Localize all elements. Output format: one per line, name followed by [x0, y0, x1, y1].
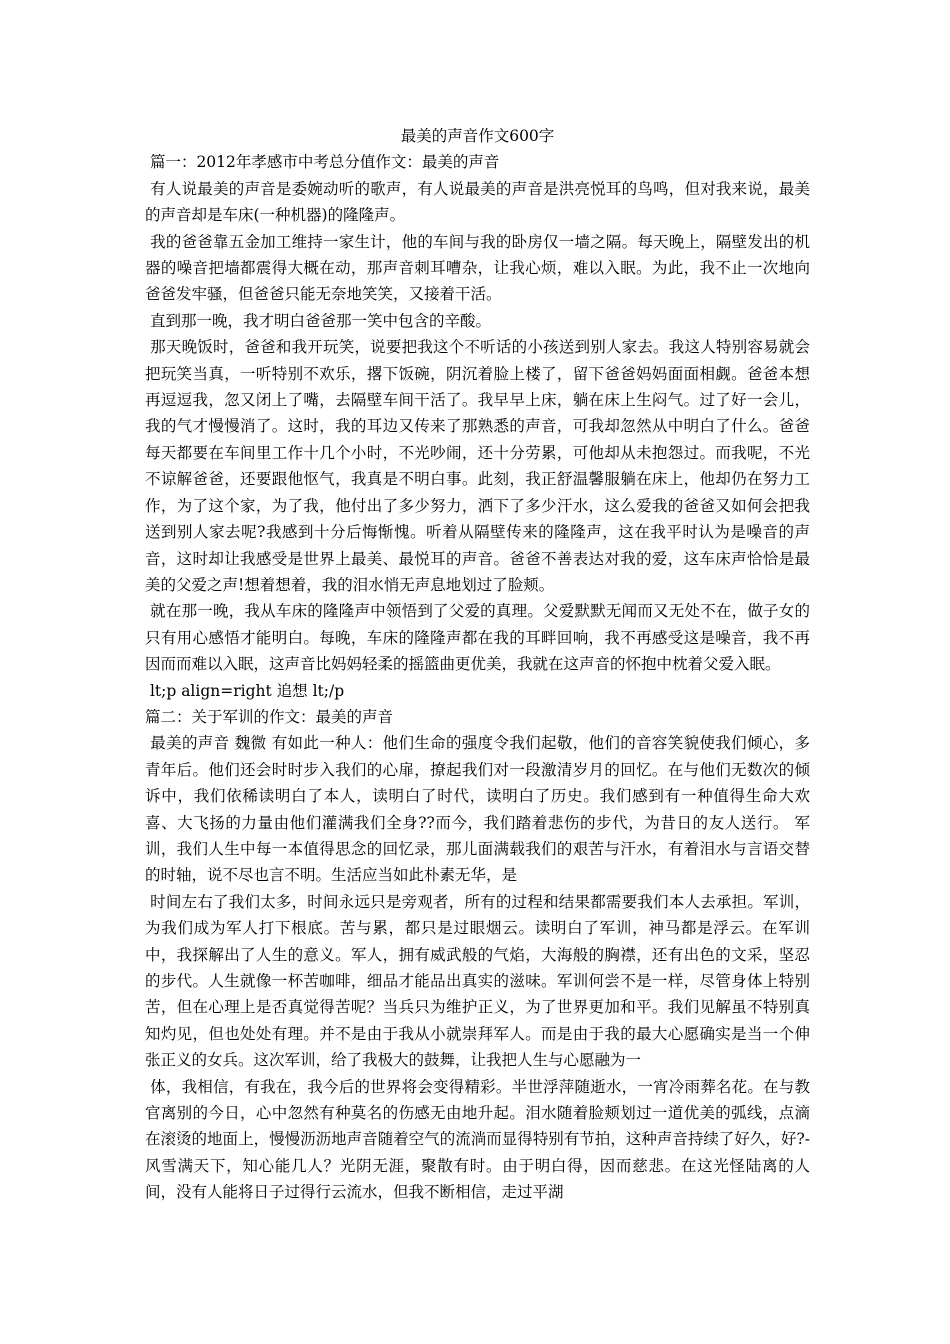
paragraph: 时间左右了我们太多，时间永远只是旁观者，所有的过程和结果都需要我们本人去承担。军训，为我们成为军人打下根底。苦与累，都只是过眼烟云。读明白了军训，神马都是浮云。在军训中，我探解出了人生的意义。军人，拥有威武般的气焰，大海般的胸襟，还有出色的文采，坚忍的步代。人生就像一杯苦咖啡，细品才能品出真实的滋味。军训何尝不是一样，尽管身体上特别苦，但在心理上是否真觉得苦呢？当兵只为维护正义，为了世界更加和平。我们见解虽不特别真知灼见，但也处处有理。并不是由于我从小就崇拜军人。而是由于我的最大心愿确实是当一个伸张正义的女兵。这次军训，给了我极大的鼓舞，让我把人生与心愿融为一: [145, 892, 810, 1070]
paragraph: 有人说最美的声音是委婉动听的歌声，有人说最美的声音是洪亮悦耳的鸟鸣，但对我来说，最美的声音却是车床(一种机器)的隆隆声。: [145, 179, 810, 225]
paragraph: 我的爸爸靠五金加工维持一家生计，他的车间与我的卧房仅一墙之隔。每天晚上，隔壁发出的机器的噪音把墙都震得大概在动，那声音刺耳嘈杂，让我心烦，难以入眠。为此，我不止一次地向爸爸发牢骚，但爸爸只能无奈地笑笑，又接着干活。: [145, 232, 810, 304]
paragraph-essay1-heading: 篇一：2012年孝感市中考总分值作文：最美的声音: [145, 153, 500, 172]
paragraph-markup-residue: lt;p align=right 追想 lt;/p: [145, 681, 345, 700]
paragraph: 那天晚饭时，爸爸和我开玩笑，说要把我这个不听话的小孩送到别人家去。我这人特别容易就会把玩笑当真，一听特别不欢乐，撂下饭碗，阴沉着脸上楼了，留下爸爸妈妈面面相觑。爸爸本想再逗逗我，忽又闭上了嘴，去隔壁车间干活了。我早早上床，躺在床上生闷气。过了好一会儿，我的气才慢慢消了。这时，我的耳边又传来了那熟悉的声音，可我却忽然从中明白了什么。爸爸每天都要在车间里工作十几个小时，不光吵闹，还十分劳累，可他却从未抱怨过。而我呢，不光不谅解爸爸，还要跟他怄气，我真是不明白事。此刻，我正舒温馨服躺在床上，他却仍在努力工作，为了这个家，为了我，他付出了多少努力，洒下了多少汗水，这么爱我的爸爸又如何会把我送到别人家去呢?我感到十分后悔惭愧。听着从隔壁传来的隆隆声，这在我平时认为是噪音的声音，这时却让我感受是世界上最美、最悦耳的声音。爸爸不善表达对我的爱，这车床声恰恰是最美的父爱之声!想着想着，我的泪水悄无声息地划过了脸颊。: [145, 338, 810, 594]
paragraph: 体，我相信，有我在，我今后的世界将会变得精彩。半世浮萍随逝水，一宵冷雨葬名花。在与教官离别的今日，心中忽然有种莫名的伤感无由地升起。泪水随着脸颊划过一道优美的弧线，点滴在滚烫的地面上，慢慢沥沥地声音随着空气的流淌而显得特别有节拍，这种声音持续了好久，好?- 风雪满天下，知心能几人？光阴无涯，聚散有时。由于明白得，因而慈悲。在这光怪陆离的人间，没有人能将日子过得行云流水，但我不断相信，走过平湖: [145, 1077, 815, 1202]
paragraph: 直到那一晚，我才明白爸爸那一笑中包含的辛酸。: [145, 311, 491, 330]
paragraph: 就在那一晚，我从车床的隆隆声中领悟到了父爱的真理。父爱默默无闻而又无处不在，做子女的只有用心感悟才能明白。每晚，车床的隆隆声都在我的耳畔回响，我不再感受这是噪音，我不再因而而难以入眠，这声音比妈妈轻柔的摇篮曲更优美，我就在这声音的怀抱中枕着父爱入眠。: [145, 602, 810, 674]
paragraph-essay2-heading: 篇二：关于军训的作文：最美的声音: [145, 707, 394, 726]
document-page: [145, 123, 815, 1206]
paragraph: 最美的声音 魏微 有如此一种人：他们生命的强度令我们起敬，他们的音容笑貌使我们倾心，多青年后。他们还会时时步入我们的心扉，撩起我们对一段激清岁月的回忆。在与他们无数次的倾诉中，我们依稀读明白了本人，读明白了时代，读明白了历史。我们感到有一种值得生命大欢喜、大飞扬的力量由他们灌满我们全身??而今，我们踏着悲伤的步代，为昔日的友人送行。 军训，我们人生中每一本值得思念的回忆录，那儿面满载我们的艰苦与汗水，有着泪水与言语交替的时轴，说不尽也言不明。生活应当如此朴素无华，是: [145, 734, 810, 885]
document-title: 最美的声音作文600字: [400, 127, 555, 145]
